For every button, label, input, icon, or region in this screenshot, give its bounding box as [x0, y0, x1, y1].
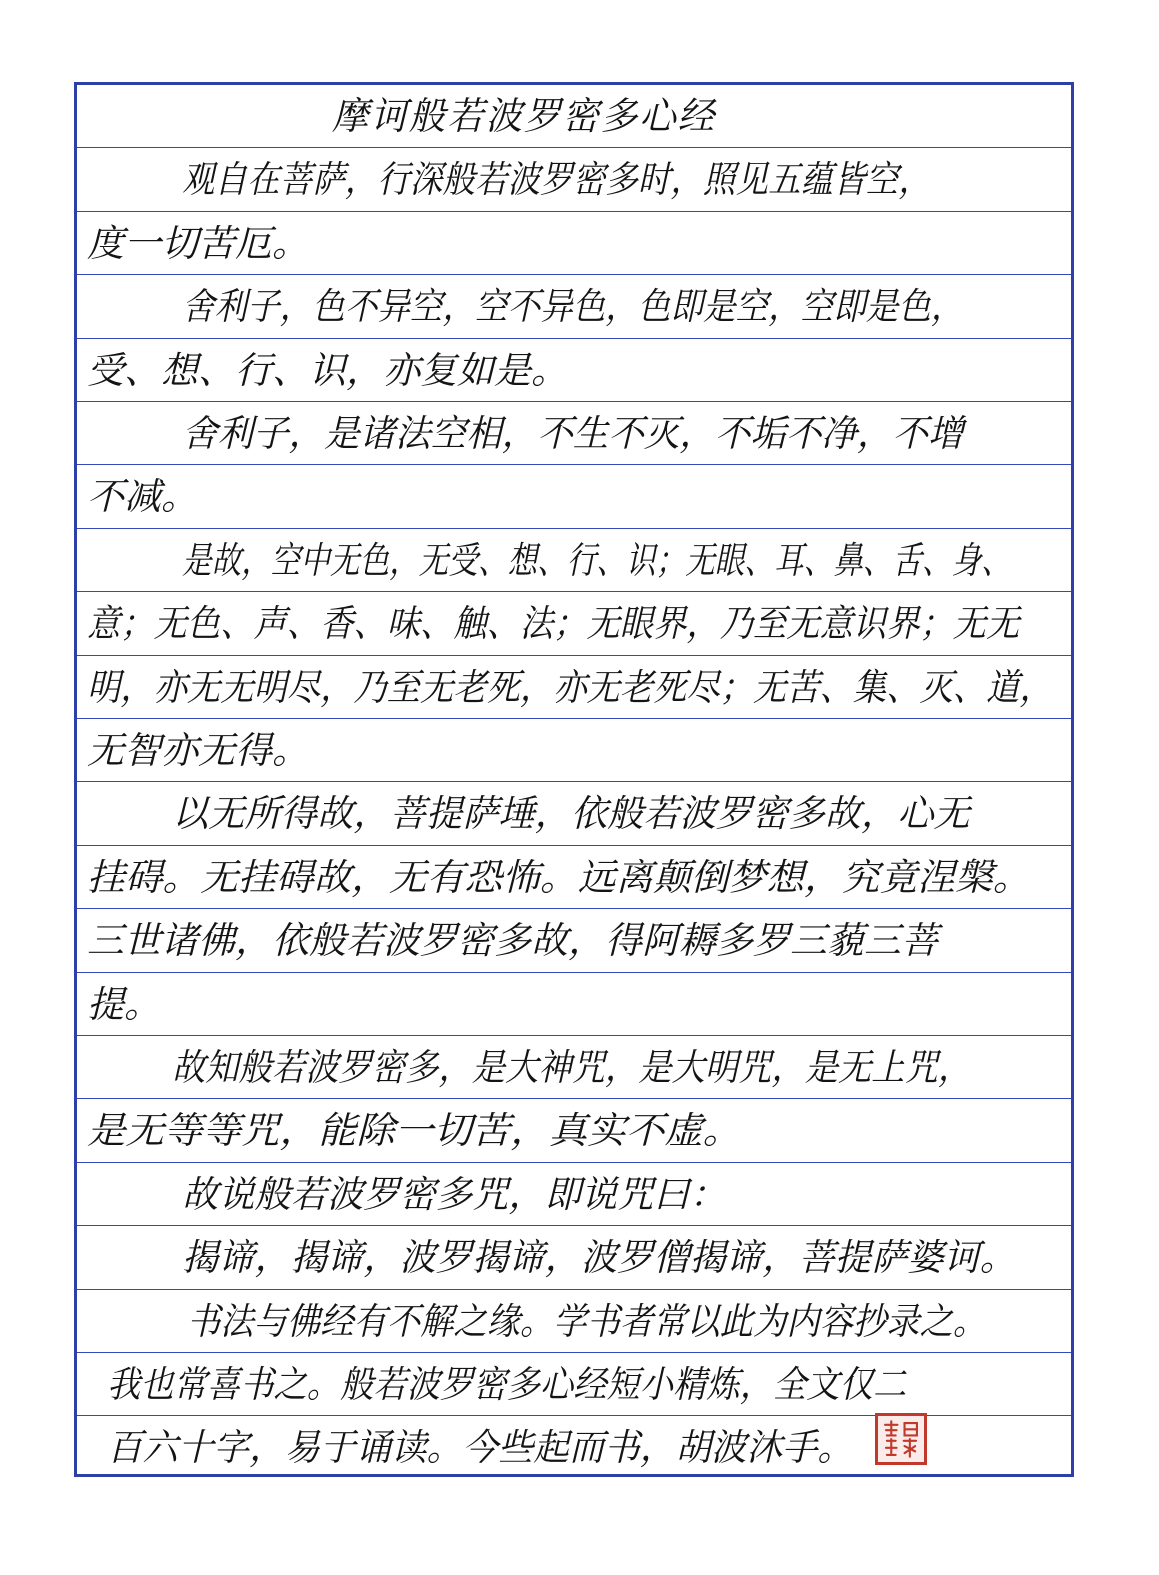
text-line: [77, 339, 1071, 402]
text-line: [77, 1099, 1071, 1162]
line-text: 明，亦无无明尽，乃至无老死，亦无老死尽；无苦、集、灭、道，: [87, 665, 1053, 709]
line-text: 不减。: [87, 475, 198, 519]
text-line: [77, 1226, 1071, 1289]
text-line: [77, 846, 1071, 909]
line-text: 舍利子，是诸法空相，不生不灭，不垢不净，不增: [182, 412, 964, 455]
line-text: 挂碍。无挂碍故，无有恐怖。远离颠倒梦想，究竟涅槃。: [87, 855, 1031, 899]
line-text: 故说般若波罗密多咒，即说咒曰：: [182, 1172, 726, 1216]
line-text: 受、想、行、识，亦复如是。: [87, 348, 568, 392]
line-text: 我也常喜书之。般若波罗密多心经短小精炼，全文仅二: [107, 1363, 907, 1406]
text-line: [77, 592, 1071, 655]
text-line: [77, 529, 1071, 592]
text-line: [77, 148, 1071, 211]
text-line: [77, 212, 1071, 275]
line-text: 是故，空中无色，无受、想、行、识；无眼、耳、鼻、舌、身、: [182, 538, 1011, 582]
line-text: 度一切苦厄。: [87, 221, 309, 265]
text-line: [77, 719, 1071, 782]
sutra-manuscript-sheet: [74, 82, 1074, 1477]
line-text: 提。: [87, 982, 161, 1026]
text-line: [77, 465, 1071, 528]
line-text: 故知般若波罗密多，是大神咒，是大明咒，是无上咒，: [172, 1046, 972, 1089]
line-text: 三世诸佛，依般若波罗密多故，得阿耨多罗三藐三菩: [87, 919, 938, 963]
text-line: [77, 782, 1071, 845]
red-seal-icon: [875, 1413, 927, 1465]
text-line: [77, 402, 1071, 465]
line-text: 揭谛，揭谛，波罗揭谛，波罗僧揭谛，菩提萨婆诃。: [182, 1236, 1016, 1280]
line-text: 舍利子，色不异空，空不异色，色即是空，空即是色，: [182, 285, 964, 329]
line-text: 意；无色、声、香、味、触、法；无眼界，乃至无意识界；无无: [87, 602, 1020, 646]
line-text: 书法与佛经有不解之缘。学书者常以此为内容抄录之。: [187, 1299, 987, 1343]
text-line: [77, 1353, 1071, 1416]
sutra-title-line: [77, 85, 1071, 148]
line-text: 无智亦无得。: [87, 729, 309, 772]
text-line: [77, 909, 1071, 972]
text-line: [77, 656, 1071, 719]
text-line: [77, 275, 1071, 338]
text-line: [77, 973, 1071, 1036]
text-line: [77, 1036, 1071, 1099]
line-text: 百六十字，易于诵读。今些起而书，胡波沐手。: [107, 1426, 853, 1470]
line-text: 以无所得故，菩提萨埵，依般若波罗密多故，心无: [172, 792, 970, 836]
text-line: [77, 1163, 1071, 1226]
line-text: 是无等等咒，能除一切苦，真实不虚。: [87, 1109, 742, 1153]
sutra-title: 摩诃般若波罗密多心经: [332, 94, 717, 138]
line-text: 观自在菩萨，行深般若波罗密多时，照见五蕴皆空，: [182, 158, 931, 202]
text-line: [77, 1290, 1071, 1353]
